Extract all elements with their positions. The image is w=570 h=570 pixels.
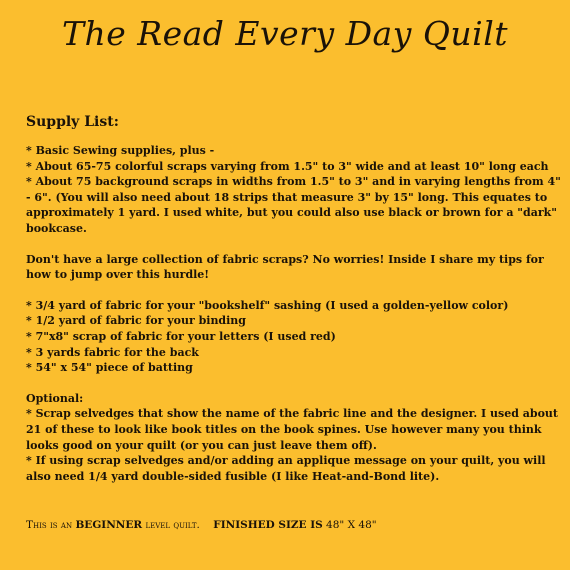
finished-size-value: 48" X 48" [326,519,377,531]
text-line: 21 of these to look like book titles on the book spines. Use however many you think [26,422,542,436]
text-line: Don't have a large collection of fabric scraps? No worries! Inside I share my tips for [26,252,544,266]
fabric-requirements-section [26,298,551,376]
text-line: * Scrap selvedges that show the name of the fabric line and the designer. I used about [26,407,558,421]
text-line: * If using scrap selvedges and/or adding an applique message on your quilt, you will [26,454,546,468]
level-label: BEGINNER [75,519,143,531]
text-line: * About 65-75 colorful scraps varying from 1.5" to 3" wide and at least 10" long each [26,159,549,173]
text-line: also need 1/4 yard double-sided fusible (I like Heat-and-Bond lite). [26,469,440,483]
text-line: * 3 yards fabric for the back [26,345,199,359]
scraps-tip-section [26,252,551,283]
page-title: The Read Every Day Quilt [61,14,509,53]
text-line: * 3/4 yard of fabric for your "bookshelf" sashing (I used a golden-yellow color) [26,298,509,312]
text-line: how to jump over this hurdle! [26,268,210,282]
text-line: * 7"x8" scrap of fabric for your letters (I used red) [26,329,336,343]
supply-list-heading: Supply List: [26,114,119,130]
text-line: approximately 1 yard. I used white, but you could also use black or brown for a "dark" [26,206,557,220]
text-line: * About 75 background scraps in widths from 1.5" to 3" and in varying lengths from 4" [26,175,561,189]
text-line: * 54" x 54" piece of batting [26,361,193,375]
finished-size-label: FINISHED SIZE IS [213,519,323,531]
footer-text: level quilt. [145,519,200,531]
text-line: bookcase. [26,221,87,235]
text-line: - 6". (You will also need about 18 strips that measure 3" by 15" long. This equates to [26,190,548,204]
text-line: * Basic Sewing supplies, plus - [26,144,215,157]
optional-section [26,391,558,485]
skill-level-footer [26,519,551,531]
optional-heading: Optional: [26,391,84,405]
text-line: looks good on your quilt (or you can just leave them off). [26,438,377,452]
footer-text: This is an [26,519,73,531]
supply-list [26,113,561,484]
basic-supplies-section [26,143,561,237]
text-line: * 1/2 yard of fabric for your binding [26,314,246,328]
